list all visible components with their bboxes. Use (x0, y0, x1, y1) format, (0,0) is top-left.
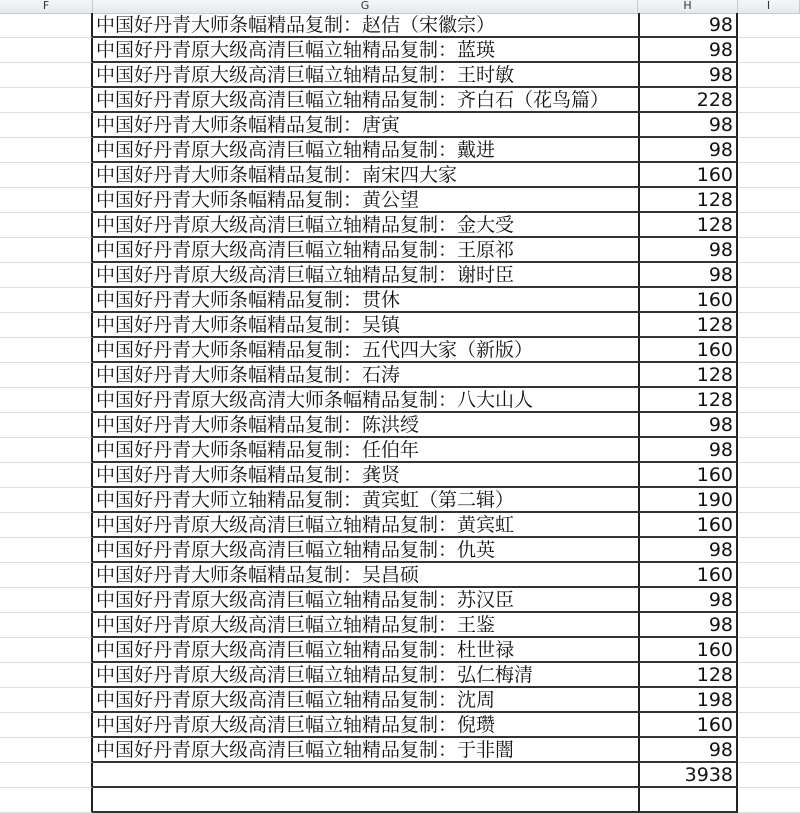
cell-i[interactable] (738, 363, 800, 388)
cell-price[interactable]: 128 (638, 213, 738, 238)
table-row (0, 88, 800, 113)
cell-product-name[interactable]: 中国好丹青大师条幅精品复制：赵佶（宋徽宗） (93, 13, 738, 38)
cell-f[interactable] (0, 288, 93, 313)
cell-product-name[interactable]: 中国好丹青原大级高清巨幅立轴精品复制：王鉴 (93, 613, 738, 638)
cell-price[interactable]: 228 (638, 88, 738, 113)
cell-price[interactable]: 160 (638, 288, 738, 313)
cell-product-name[interactable]: 中国好丹青原大级高清巨幅立轴精品复制：谢时臣 (93, 263, 738, 288)
cell-f[interactable] (0, 138, 93, 163)
cell-i[interactable] (738, 388, 800, 413)
table-row (0, 288, 800, 313)
cell-product-name[interactable]: 中国好丹青原大级高清巨幅立轴精品复制：杜世禄 (93, 638, 738, 663)
cell-i[interactable] (738, 313, 800, 338)
cell-price[interactable]: 98 (638, 263, 738, 288)
cell-price[interactable]: 128 (638, 663, 738, 688)
table-row (0, 738, 800, 763)
table-row (0, 188, 800, 213)
table-row (0, 513, 800, 538)
cell-f[interactable] (0, 638, 93, 663)
cell-i[interactable] (738, 763, 800, 788)
cell-f[interactable] (0, 63, 93, 88)
cell-i[interactable] (738, 688, 800, 713)
cell-product-name[interactable]: 中国好丹青原大级高清巨幅立轴精品复制：王时敏 (93, 63, 738, 88)
cell-i[interactable] (738, 588, 800, 613)
cell-price[interactable] (638, 788, 738, 813)
cell-product-name[interactable]: 中国好丹青大师条幅精品复制：石涛 (93, 363, 738, 388)
table-row (0, 138, 800, 163)
cell-product-name[interactable]: 中国好丹青原大级高清巨幅立轴精品复制：于非闇 (93, 738, 738, 763)
cell-product-name[interactable]: 中国好丹青原大级高清巨幅立轴精品复制：黄宾虹 (93, 513, 738, 538)
cell-f[interactable] (0, 388, 93, 413)
cell-i[interactable] (738, 13, 800, 38)
cell-i[interactable] (738, 163, 800, 188)
cell-product-name[interactable]: 中国好丹青大师条幅精品复制：龚贤 (93, 463, 738, 488)
cell-i[interactable] (738, 488, 800, 513)
cell-f[interactable] (0, 363, 93, 388)
cell-f[interactable] (0, 413, 93, 438)
cell-i[interactable] (738, 788, 800, 813)
cell-i[interactable] (738, 263, 800, 288)
cell-price[interactable]: 98 (638, 138, 738, 163)
table-row (0, 363, 800, 388)
cell-f[interactable] (0, 313, 93, 338)
cell-f[interactable] (0, 113, 93, 138)
cell-price[interactable]: 128 (638, 188, 738, 213)
cell-price[interactable]: 160 (638, 563, 738, 588)
table-row (0, 538, 800, 563)
cell-i[interactable] (738, 138, 800, 163)
cell-price[interactable]: 128 (638, 363, 738, 388)
cell-i[interactable] (738, 213, 800, 238)
cell-product-name[interactable]: 中国好丹青大师条幅精品复制：任伯年 (93, 438, 738, 463)
cell-f[interactable] (0, 763, 93, 788)
cell-f[interactable] (0, 738, 93, 763)
column-header-i[interactable]: I (738, 0, 800, 13)
cell-price[interactable]: 98 (638, 438, 738, 463)
table-row (0, 488, 800, 513)
cell-product-name[interactable]: 中国好丹青原大级高清巨幅立轴精品复制：王原祁 (93, 238, 738, 263)
cell-f[interactable] (0, 788, 93, 813)
table-row (0, 388, 800, 413)
cell-f[interactable] (0, 188, 93, 213)
cell-i[interactable] (738, 338, 800, 363)
cell-product-name[interactable]: 中国好丹青原大级高清巨幅立轴精品复制：齐白石（花鸟篇） (93, 88, 738, 113)
cell-i[interactable] (738, 463, 800, 488)
cell-i[interactable] (738, 113, 800, 138)
cell-product-name[interactable]: 中国好丹青大师条幅精品复制：吴昌硕 (93, 563, 738, 588)
cell-i[interactable] (738, 663, 800, 688)
cell-f[interactable] (0, 263, 93, 288)
cell-f[interactable] (0, 13, 93, 38)
cell-i[interactable] (738, 188, 800, 213)
table-row (0, 463, 800, 488)
cell-f[interactable] (0, 663, 93, 688)
table-row (0, 313, 800, 338)
cell-product-name[interactable]: 中国好丹青大师条幅精品复制：五代四大家（新版） (93, 338, 738, 363)
total-row (0, 763, 800, 788)
cell-price[interactable]: 98 (638, 738, 738, 763)
cell-f[interactable] (0, 438, 93, 463)
cell-total-price[interactable]: 3938 (638, 763, 738, 788)
table-row (0, 438, 800, 463)
cell-i[interactable] (738, 63, 800, 88)
cell-product-name[interactable]: 中国好丹青原大级高清巨幅立轴精品复制：倪瓒 (93, 713, 738, 738)
cell-price[interactable]: 160 (638, 338, 738, 363)
cell-f[interactable] (0, 513, 93, 538)
cell-product-name[interactable]: 中国好丹青原大级高清巨幅立轴精品复制：仇英 (93, 538, 738, 563)
cell-price[interactable]: 98 (638, 613, 738, 638)
cell-product-name[interactable]: 中国好丹青原大级高清大师条幅精品复制：八大山人 (93, 388, 738, 413)
cell-price[interactable]: 98 (638, 38, 738, 63)
column-header-f[interactable]: F (0, 0, 93, 13)
cell-i[interactable] (738, 538, 800, 563)
table-row (0, 263, 800, 288)
cell-f[interactable] (0, 338, 93, 363)
table-row (0, 688, 800, 713)
table-row (0, 413, 800, 438)
cell-price[interactable]: 160 (638, 463, 738, 488)
cell-i[interactable] (738, 563, 800, 588)
table-row (0, 13, 800, 38)
table-row (0, 338, 800, 363)
cell-product-name[interactable]: 中国好丹青原大级高清巨幅立轴精品复制：金大受 (93, 213, 738, 238)
cell-i[interactable] (738, 738, 800, 763)
cell-i[interactable] (738, 413, 800, 438)
column-header-g[interactable]: G (93, 0, 638, 13)
cell-i[interactable] (738, 438, 800, 463)
cell-i[interactable] (738, 613, 800, 638)
cell-product-name[interactable]: 中国好丹青原大级高清巨幅立轴精品复制：戴进 (93, 138, 738, 163)
cell-product-name[interactable]: 中国好丹青大师条幅精品复制：黄公望 (93, 188, 738, 213)
cell-price[interactable]: 128 (638, 313, 738, 338)
cell-product-name[interactable]: 中国好丹青大师条幅精品复制：吴镇 (93, 313, 738, 338)
cell-f[interactable] (0, 238, 93, 263)
cell-i[interactable] (738, 238, 800, 263)
cell-price[interactable]: 160 (638, 163, 738, 188)
cell-i[interactable] (738, 638, 800, 663)
table-row (0, 788, 800, 813)
cell-f[interactable] (0, 613, 93, 638)
cell-price[interactable]: 98 (638, 63, 738, 88)
cell-f[interactable] (0, 563, 93, 588)
cell-price[interactable]: 160 (638, 638, 738, 663)
cell-i[interactable] (738, 88, 800, 113)
cell-product-name[interactable]: 中国好丹青大师条幅精品复制：唐寅 (93, 113, 738, 138)
cell-f[interactable] (0, 88, 93, 113)
cell-product-name[interactable]: 中国好丹青大师条幅精品复制：南宋四大家 (93, 163, 738, 188)
cell-f[interactable] (0, 538, 93, 563)
table-row (0, 563, 800, 588)
cell-price[interactable]: 98 (638, 588, 738, 613)
cell-f[interactable] (0, 163, 93, 188)
table-row (0, 113, 800, 138)
cell-product-name[interactable]: 中国好丹青原大级高清巨幅立轴精品复制：沈周 (93, 688, 738, 713)
cell-price[interactable]: 198 (638, 688, 738, 713)
cell-f[interactable] (0, 588, 93, 613)
cell-price[interactable]: 98 (638, 113, 738, 138)
cell-f[interactable] (0, 688, 93, 713)
cell-i[interactable] (738, 288, 800, 313)
cell-product-name[interactable]: 中国好丹青原大级高清巨幅立轴精品复制：苏汉臣 (93, 588, 738, 613)
table-row (0, 663, 800, 688)
column-header-h[interactable]: H (638, 0, 738, 13)
cell-product-name[interactable]: 中国好丹青大师条幅精品复制：陈洪绶 (93, 413, 738, 438)
table-row (0, 588, 800, 613)
cell-price[interactable]: 98 (638, 13, 738, 38)
cell-f[interactable] (0, 488, 93, 513)
cell-product-name[interactable]: 中国好丹青大师立轴精品复制：黄宾虹（第二辑） (93, 488, 738, 513)
cell-f[interactable] (0, 713, 93, 738)
table-row (0, 38, 800, 63)
table-row (0, 163, 800, 188)
table-row (0, 63, 800, 88)
table-row (0, 213, 800, 238)
cell-product-name[interactable]: 中国好丹青原大级高清巨幅立轴精品复制：蓝瑛 (93, 38, 738, 63)
cell-product-name[interactable]: 中国好丹青大师条幅精品复制：贯休 (93, 288, 738, 313)
cell-f[interactable] (0, 463, 93, 488)
table-row (0, 638, 800, 663)
cell-price[interactable]: 160 (638, 513, 738, 538)
cell-price[interactable]: 98 (638, 538, 738, 563)
cell-product-name[interactable]: 中国好丹青原大级高清巨幅立轴精品复制：弘仁梅清 (93, 663, 738, 688)
cell-i[interactable] (738, 38, 800, 63)
cell-price[interactable]: 98 (638, 238, 738, 263)
cell-i[interactable] (738, 513, 800, 538)
table-row (0, 613, 800, 638)
cell-price[interactable]: 190 (638, 488, 738, 513)
cell-i[interactable] (738, 713, 800, 738)
cell-price[interactable]: 160 (638, 713, 738, 738)
column-header-bar (0, 0, 800, 14)
cell-f[interactable] (0, 38, 93, 63)
cell-price[interactable]: 128 (638, 388, 738, 413)
cell-price[interactable]: 98 (638, 413, 738, 438)
table-row (0, 238, 800, 263)
table-row (0, 713, 800, 738)
cell-f[interactable] (0, 213, 93, 238)
